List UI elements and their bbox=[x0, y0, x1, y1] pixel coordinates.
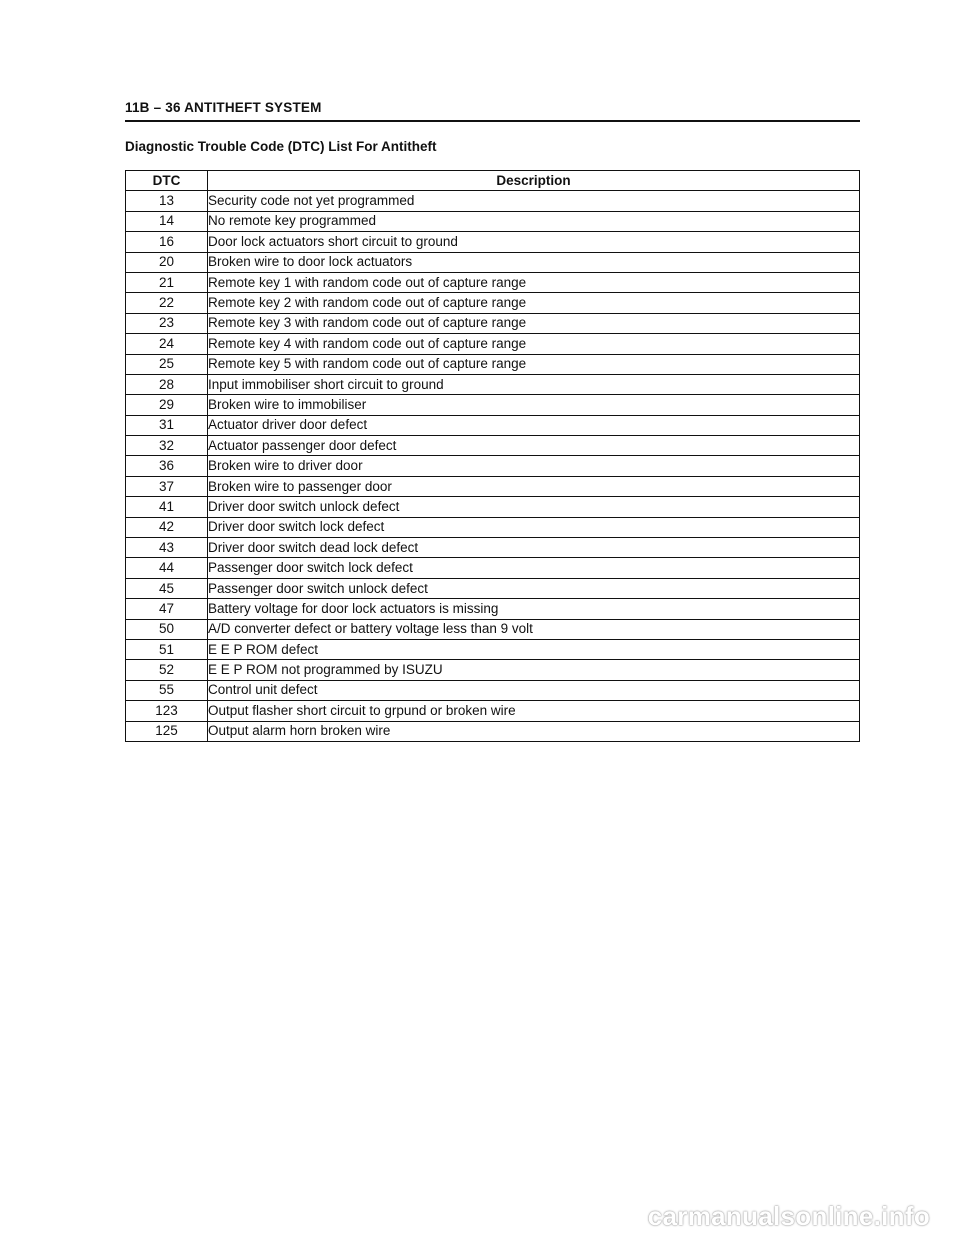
dtc-description-cell: Input immobiliser short circuit to ground bbox=[208, 374, 860, 394]
dtc-table bbox=[125, 170, 860, 742]
header-rule bbox=[125, 120, 860, 122]
dtc-description-cell: Remote key 3 with random code out of capture range bbox=[208, 313, 860, 333]
column-header-description: Description bbox=[208, 171, 860, 191]
dtc-description-cell: Passenger door switch lock defect bbox=[208, 558, 860, 578]
dtc-code-cell: 51 bbox=[126, 639, 208, 659]
table-row bbox=[126, 232, 860, 252]
table-row bbox=[126, 334, 860, 354]
table-body bbox=[126, 191, 860, 742]
dtc-description-cell: E E P ROM not programmed by ISUZU bbox=[208, 660, 860, 680]
dtc-code-cell: 14 bbox=[126, 211, 208, 231]
dtc-code-cell: 36 bbox=[126, 456, 208, 476]
dtc-description-cell: Remote key 2 with random code out of capture range bbox=[208, 293, 860, 313]
section-title: Diagnostic Trouble Code (DTC) List For Antitheft bbox=[125, 139, 437, 154]
dtc-code-cell: 43 bbox=[126, 538, 208, 558]
table-row bbox=[126, 680, 860, 700]
dtc-code-cell: 50 bbox=[126, 619, 208, 639]
dtc-code-cell: 21 bbox=[126, 272, 208, 292]
table-row bbox=[126, 354, 860, 374]
table-row bbox=[126, 415, 860, 435]
dtc-description-cell: Broken wire to driver door bbox=[208, 456, 860, 476]
table-row bbox=[126, 374, 860, 394]
table-row bbox=[126, 558, 860, 578]
table-row bbox=[126, 599, 860, 619]
dtc-code-cell: 25 bbox=[126, 354, 208, 374]
dtc-description-cell: Broken wire to door lock actuators bbox=[208, 252, 860, 272]
table-header-row bbox=[126, 171, 860, 191]
page-header: 11B – 36 ANTITHEFT SYSTEM bbox=[125, 100, 322, 115]
dtc-description-cell: A/D converter defect or battery voltage less than 9 volt bbox=[208, 619, 860, 639]
dtc-code-cell: 13 bbox=[126, 191, 208, 211]
dtc-description-cell: Battery voltage for door lock actuators is missing bbox=[208, 599, 860, 619]
dtc-description-cell: Remote key 1 with random code out of capture range bbox=[208, 272, 860, 292]
dtc-description-cell: Door lock actuators short circuit to ground bbox=[208, 232, 860, 252]
dtc-code-cell: 52 bbox=[126, 660, 208, 680]
table-row bbox=[126, 456, 860, 476]
dtc-code-cell: 123 bbox=[126, 701, 208, 721]
dtc-description-cell: No remote key programmed bbox=[208, 211, 860, 231]
table-row bbox=[126, 538, 860, 558]
table-row bbox=[126, 578, 860, 598]
table-row bbox=[126, 721, 860, 741]
table-row bbox=[126, 293, 860, 313]
table-row bbox=[126, 639, 860, 659]
dtc-description-cell: Passenger door switch unlock defect bbox=[208, 578, 860, 598]
dtc-description-cell: Driver door switch unlock defect bbox=[208, 497, 860, 517]
dtc-description-cell: Remote key 5 with random code out of capture range bbox=[208, 354, 860, 374]
dtc-code-cell: 41 bbox=[126, 497, 208, 517]
dtc-code-cell: 22 bbox=[126, 293, 208, 313]
dtc-code-cell: 42 bbox=[126, 517, 208, 537]
dtc-description-cell: Control unit defect bbox=[208, 680, 860, 700]
dtc-code-cell: 45 bbox=[126, 578, 208, 598]
table-row bbox=[126, 313, 860, 333]
table-row bbox=[126, 211, 860, 231]
table-row bbox=[126, 272, 860, 292]
table-row bbox=[126, 497, 860, 517]
dtc-description-cell: Actuator passenger door defect bbox=[208, 436, 860, 456]
dtc-code-cell: 28 bbox=[126, 374, 208, 394]
dtc-description-cell: Driver door switch dead lock defect bbox=[208, 538, 860, 558]
dtc-code-cell: 31 bbox=[126, 415, 208, 435]
dtc-code-cell: 37 bbox=[126, 476, 208, 496]
dtc-description-cell: Security code not yet programmed bbox=[208, 191, 860, 211]
dtc-description-cell: Output flasher short circuit to grpund or broken wire bbox=[208, 701, 860, 721]
dtc-description-cell: E E P ROM defect bbox=[208, 639, 860, 659]
dtc-code-cell: 16 bbox=[126, 232, 208, 252]
dtc-code-cell: 23 bbox=[126, 313, 208, 333]
dtc-code-cell: 125 bbox=[126, 721, 208, 741]
column-header-dtc: DTC bbox=[126, 171, 208, 191]
table-row bbox=[126, 252, 860, 272]
table-row bbox=[126, 517, 860, 537]
dtc-code-cell: 20 bbox=[126, 252, 208, 272]
dtc-description-cell: Output alarm horn broken wire bbox=[208, 721, 860, 741]
watermark-text: carmanualsonline.info bbox=[647, 1201, 930, 1231]
dtc-code-cell: 44 bbox=[126, 558, 208, 578]
dtc-code-cell: 47 bbox=[126, 599, 208, 619]
dtc-code-cell: 55 bbox=[126, 680, 208, 700]
table-row bbox=[126, 701, 860, 721]
dtc-description-cell: Driver door switch lock defect bbox=[208, 517, 860, 537]
table-row bbox=[126, 619, 860, 639]
table-row bbox=[126, 660, 860, 680]
table-row bbox=[126, 476, 860, 496]
dtc-code-cell: 24 bbox=[126, 334, 208, 354]
table-row bbox=[126, 436, 860, 456]
dtc-description-cell: Remote key 4 with random code out of capture range bbox=[208, 334, 860, 354]
table-row bbox=[126, 395, 860, 415]
dtc-description-cell: Broken wire to immobiliser bbox=[208, 395, 860, 415]
dtc-code-cell: 29 bbox=[126, 395, 208, 415]
dtc-description-cell: Actuator driver door defect bbox=[208, 415, 860, 435]
table-row bbox=[126, 191, 860, 211]
dtc-description-cell: Broken wire to passenger door bbox=[208, 476, 860, 496]
dtc-code-cell: 32 bbox=[126, 436, 208, 456]
